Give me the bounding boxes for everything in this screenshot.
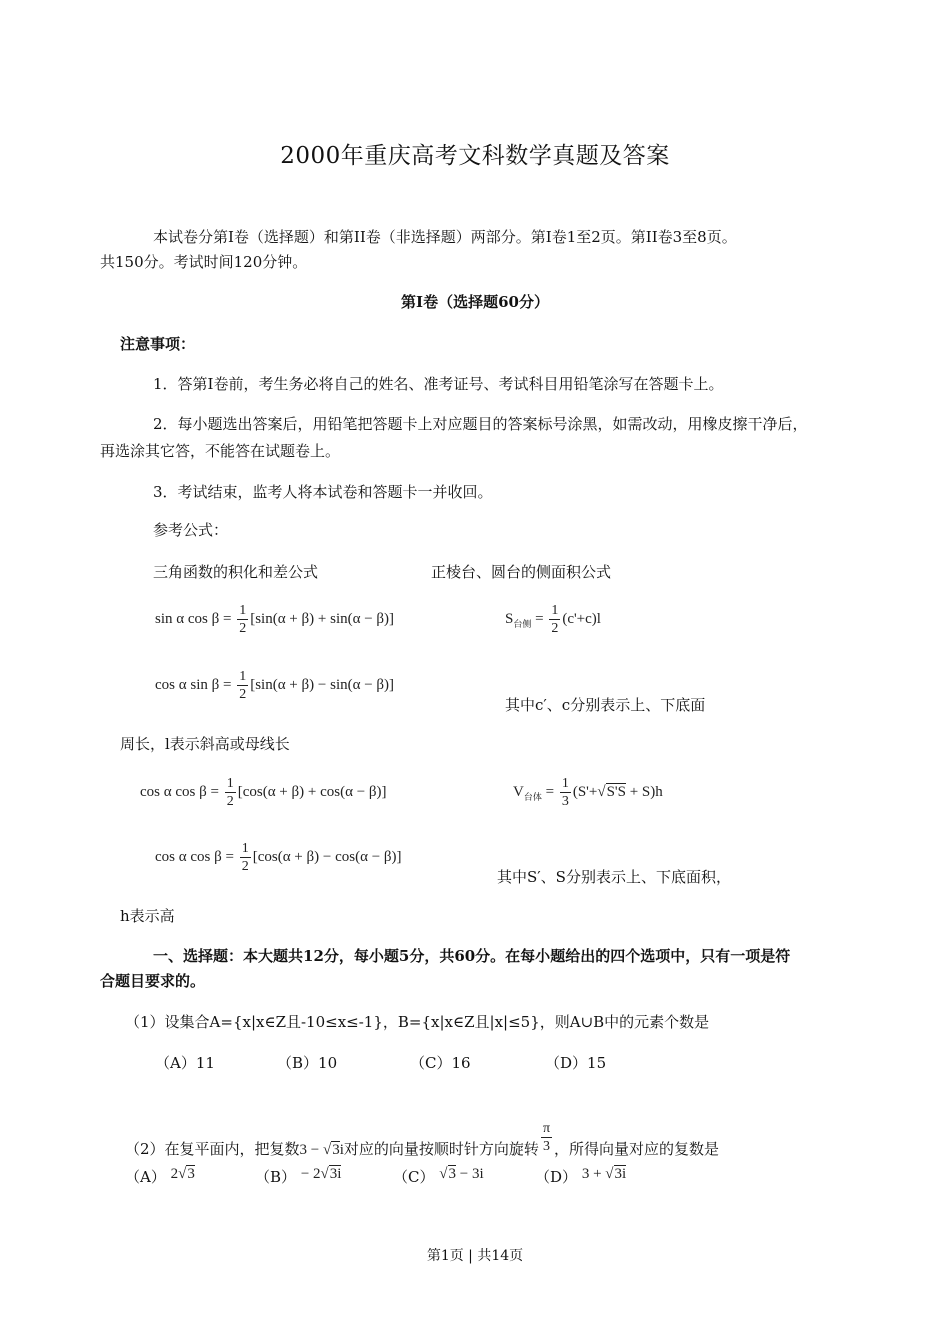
- complex-real-part: 3 −: [299, 1142, 324, 1158]
- formula-rhs: [cos(α + β) − cos(α − β)]: [252, 848, 402, 865]
- lateral-area-subscript: 台侧: [513, 618, 532, 629]
- trig-formulas-heading: 三角函数的积化和差公式: [153, 563, 319, 581]
- option-sqrt-term: 3i: [614, 1166, 627, 1182]
- fraction-half: [237, 602, 248, 637]
- equals-sign: =: [545, 783, 555, 800]
- question-1-option-b: （B）10: [277, 1054, 338, 1072]
- option-value: 2√3: [170, 1166, 195, 1182]
- formula-lateral-area: [505, 602, 601, 637]
- formula-cos-sin: [155, 668, 394, 703]
- lateral-area-symbol: S: [505, 610, 514, 627]
- option-coefficient: 2: [170, 1166, 179, 1182]
- complex-number: 3 − √3i: [299, 1142, 344, 1158]
- notice-item-2-line-1: 2．每小题选出答案后，用铅笔把答题卡上对应题目的答案标号涂黑，如需改动，用橡皮擦干净后，: [153, 415, 808, 433]
- fraction-numerator: 1: [239, 603, 247, 618]
- notice-item-3: 3．考试结束，监考人将本试卷和答题卡一并收回。: [153, 483, 493, 501]
- rotation-angle: [541, 1120, 552, 1155]
- volume-subscript: 台体: [523, 791, 542, 802]
- fraction-half: [549, 602, 560, 637]
- volume-note: 其中S′、S分别表示上、下底面积，: [497, 868, 731, 886]
- option-label: （D）: [535, 1168, 578, 1186]
- question-1-option-d: （D）15: [545, 1054, 607, 1072]
- fraction-numerator: 1: [551, 603, 559, 618]
- option-sqrt-term: 3: [448, 1166, 456, 1182]
- lateral-area-note-continued: 周长，l表示斜高或母线长: [120, 735, 290, 753]
- fraction-numerator: 1: [239, 669, 247, 684]
- part1-heading: 第Ⅰ卷（选择题60分）: [401, 293, 549, 311]
- fraction-numerator: 1: [241, 841, 249, 856]
- formula-lhs: cos α sin β =: [155, 676, 232, 693]
- option-value: √3 − 3i: [439, 1166, 484, 1182]
- option-label: （A）: [125, 1168, 166, 1186]
- question-1-option-c: （C）16: [410, 1054, 471, 1072]
- notice-heading: 注意事项：: [120, 335, 196, 353]
- formula-rhs: [cos(α + β) + cos(α − β)]: [237, 783, 387, 800]
- equals-sign: =: [535, 610, 544, 627]
- question-2-option-d: [535, 1163, 626, 1188]
- question-2-option-b: [255, 1163, 341, 1188]
- option-sqrt-term: 3: [187, 1166, 195, 1182]
- fraction-numerator: 1: [561, 776, 569, 791]
- frustum-formulas-heading: 正棱台、圆台的侧面积公式: [431, 563, 612, 581]
- question-2-option-c: [393, 1163, 484, 1188]
- formula-cos-cos-sum: [140, 775, 387, 810]
- formula-lhs: sin α cos β =: [155, 610, 232, 627]
- fraction-denominator: 3: [561, 794, 569, 809]
- fraction-half: [240, 840, 251, 875]
- option-real-part: 3 +: [581, 1166, 606, 1182]
- angle-denominator: 3: [542, 1139, 550, 1154]
- notice-item-2-line-2: 再选涂其它答，不能答在试题卷上。: [100, 442, 341, 460]
- volume-rhs-end: + S)h: [625, 783, 663, 800]
- angle-numerator: π: [542, 1121, 551, 1136]
- volume-rhs-start: (S'+: [572, 783, 598, 800]
- fraction-half: [237, 668, 248, 703]
- fraction-denominator: 2: [239, 687, 247, 702]
- section-1-heading: 一、选择题：本大题共12分，每小题5分，共60分。在每小题给出的四个选项中，只有一项是符: [153, 947, 791, 965]
- formula-cos-cos-diff: [155, 840, 402, 875]
- fraction-denominator: 2: [241, 859, 249, 874]
- question-2-option-a: [125, 1163, 195, 1188]
- option-label: （B）: [255, 1168, 297, 1186]
- fraction-half: [225, 775, 236, 810]
- question-1-stem: （1）设集合A={x|x∈Z且-10≤x≤-1}，B={x|x∈Z且|x|≤5}，则A∪B中的元素个数是: [125, 1013, 710, 1031]
- intro-line-1: 本试卷分第Ⅰ卷（选择题）和第II卷（非选择题）两部分。第Ⅰ卷1至2页。第II卷3至8页。: [153, 228, 737, 246]
- option-value: 3 + √3i: [581, 1166, 627, 1182]
- fraction-denominator: 2: [239, 621, 247, 636]
- fraction-third: [560, 775, 571, 810]
- page-footer: 第1页 | 共14页: [426, 1248, 524, 1264]
- volume-note-continued: h表示高: [120, 907, 175, 925]
- formula-lhs: cos α cos β =: [155, 848, 234, 865]
- option-sqrt-term: 3i: [329, 1166, 342, 1182]
- lateral-area-note: 其中c′、c分别表示上、下底面: [505, 696, 706, 714]
- formulas-heading: 参考公式：: [153, 521, 229, 539]
- fraction-numerator: 1: [226, 776, 234, 791]
- fraction-denominator: 2: [226, 794, 234, 809]
- lateral-area-rhs: (c'+c)l: [562, 610, 601, 627]
- page-title: 2000年重庆高考文科数学真题及答案: [280, 143, 670, 169]
- volume-symbol: V: [513, 783, 524, 800]
- volume-sqrt-term: S'S: [606, 783, 626, 800]
- complex-imaginary-unit: i: [339, 1142, 344, 1158]
- formula-sin-cos: [155, 602, 394, 637]
- option-coefficient: − 2: [300, 1166, 321, 1182]
- notice-item-1: 1．答第Ⅰ卷前，考生务必将自己的姓名、准考证号、考试科目用铅笔涂写在答题卡上。: [153, 375, 724, 393]
- option-remainder: − 3i: [456, 1166, 484, 1182]
- option-label: （C）: [393, 1168, 435, 1186]
- option-value: − 2√3i: [300, 1166, 342, 1182]
- question-2-stem-end: ，所得向量对应的复数是: [554, 1140, 720, 1158]
- formula-rhs: [sin(α + β) + sin(α − β)]: [250, 610, 395, 627]
- formula-rhs: [sin(α + β) − sin(α − β)]: [250, 676, 395, 693]
- complex-sqrt-term: 3: [332, 1142, 340, 1158]
- section-1-heading-continued: 合题目要求的。: [100, 972, 206, 990]
- question-2-stem: [125, 1120, 719, 1161]
- question-2-stem-middle: 对应的向量按顺时针方向旋转: [343, 1140, 539, 1158]
- intro-line-2: 共150分。考试时间120分钟。: [100, 253, 308, 271]
- formula-frustum-volume: $V_{台体}$ = $\frac{1}{3}$ (S'+√S'S + S)h: [513, 776, 663, 809]
- fraction-denominator: 2: [551, 621, 559, 636]
- formula-lhs: cos α cos β =: [140, 783, 219, 800]
- question-1-option-a: （A）11: [155, 1054, 215, 1072]
- question-2-stem-start: （2）在复平面内，把复数: [125, 1140, 300, 1158]
